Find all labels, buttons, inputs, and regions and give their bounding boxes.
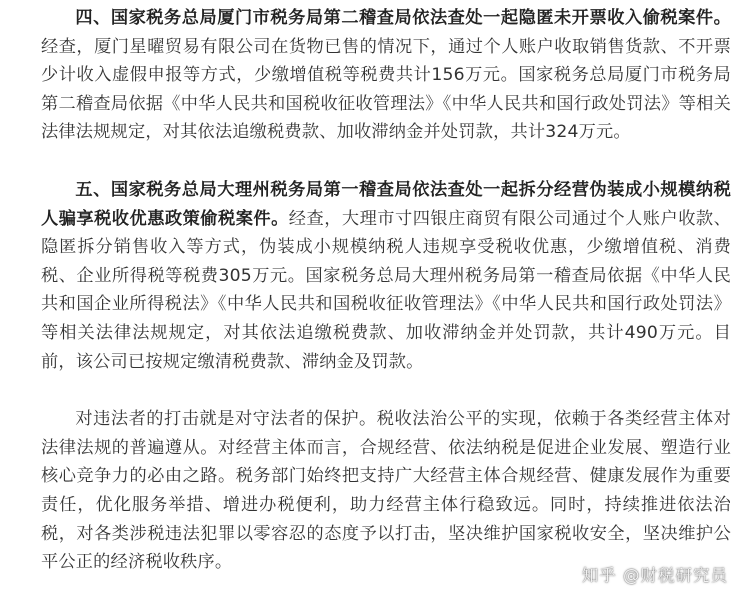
closing-body: 对违法者的打击就是对守法者的保护。税收法治公平的实现，依赖于各类经营主体对法律法规的普遍遵从。对经营主体而言，合规经营、依法纳税是促进企业发展、塑造行业核心竞争力的必由之路。税务部门始终把支持广大经营主体合规经营、健康发展作为重要责任，优化服务举措、增进办税便利，助力经营主体行稳致远。同时，持续推进依法治税，对各类涉税违法犯罪以零容忍的态度予以打击，坚决维护国家税收安全，坚决维护公平公正的经济税收秩序。 <box>41 409 731 573</box>
case-title-dali: 五、国家税务总局大理州税务局第一稽查局依法查处一起拆分经营伪装成小规模纳税人骗享税收优惠政策偷税案件。 <box>41 179 731 229</box>
case-body-xiamen: 经查，厦门星曜贸易有限公司在货物已售的情况下，通过个人账户收取销售货款、不开票少计收入虚假申报等方式，少缴增值税等税费共计156万元。国家税务总局厦门市税务局第二稽查局依据《中华人民共和国税收征收管理法》《中华人民共和国行政处罚法》等相关法律法规规定，对其依法追缴税费款、加收滞纳金并处罚款，共计324万元。 <box>41 36 731 143</box>
article-body <box>41 4 731 577</box>
case-title-xiamen: 四、国家税务总局厦门市税务局第二稽查局依法查处一起隐匿未开票收入偷税案件。 <box>75 8 731 28</box>
case-paragraph-dali <box>41 176 731 376</box>
case-paragraph-xiamen <box>41 4 731 147</box>
closing-paragraph <box>41 405 731 577</box>
zhihu-watermark: 知乎 @财税研究员 <box>581 566 728 585</box>
case-body-dali: 经查，大理市寸四银庄商贸有限公司通过个人账户收款、隐匿拆分销售收入等方式，伪装成小规模纳税人违规享受税收优惠，少缴增值税、消费税、企业所得税等税费305万元。国家税务总局大理州税务局第一稽查局依据《中华人民共和国企业所得税法》《中华人民共和国税收征收管理法》《中华人民共和国行政处罚法》等相关法律法规规定，对其依法追缴税费款、加收滞纳金并处罚款，共计490万元。目前，该公司已按规定缴清税费款、滞纳金及罚款。 <box>41 208 731 372</box>
